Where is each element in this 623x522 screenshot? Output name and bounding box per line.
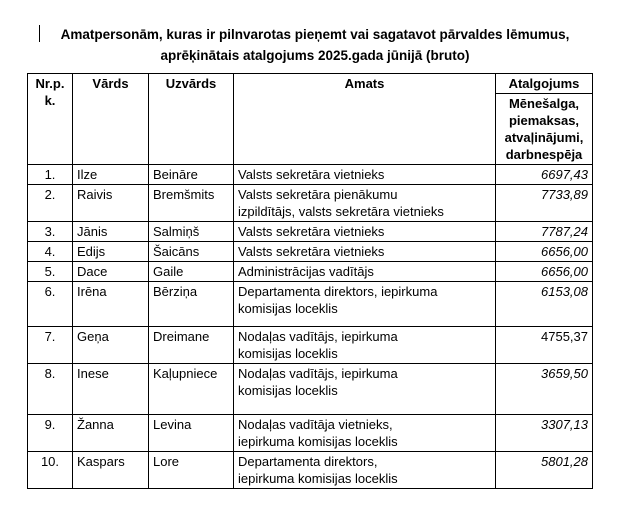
position-cell: [234, 282, 496, 327]
position-cell: [234, 165, 496, 185]
title-line-2: aprēķinātais atalgojums 2025.gada jūnijā (bruto): [160, 48, 470, 63]
row-number: 8.: [28, 364, 73, 415]
row-number: 5.: [28, 262, 73, 282]
row-number: 6.: [28, 282, 73, 327]
position-line: komisijas loceklis: [238, 301, 338, 316]
first-name-cell: Žanna: [73, 415, 149, 452]
row-number: 1.: [28, 165, 73, 185]
first-name-cell: Dace: [73, 262, 149, 282]
first-name-cell: Geņa: [73, 327, 149, 364]
row-number: 3.: [28, 222, 73, 242]
position-cell: [234, 242, 496, 262]
first-name-cell: Jānis: [73, 222, 149, 242]
last-name-cell: Kaļupniece: [149, 364, 234, 415]
salary-table: [27, 73, 593, 489]
first-name-cell: Ilze: [73, 165, 149, 185]
last-name-cell: Salmiņš: [149, 222, 234, 242]
table-row: [28, 452, 593, 489]
position-line: komisijas loceklis: [238, 346, 338, 361]
first-name-cell: Irēna: [73, 282, 149, 327]
position-line: Nodaļas vadītājs, iepirkuma: [238, 366, 398, 381]
table-body: [28, 165, 593, 489]
position-line: iepirkuma komisijas loceklis: [238, 471, 398, 486]
row-number: 10.: [28, 452, 73, 489]
salary-cell: 3307,13: [496, 415, 593, 452]
position-cell: [234, 452, 496, 489]
document-title: [30, 24, 600, 66]
position-cell: [234, 415, 496, 452]
row-number: 4.: [28, 242, 73, 262]
first-name-cell: Raivis: [73, 185, 149, 222]
salary-cell: 6656,00: [496, 242, 593, 262]
text-cursor: [39, 25, 40, 42]
table-row: [28, 185, 593, 222]
position-cell: [234, 364, 496, 415]
position-cell: [234, 262, 496, 282]
first-name-cell: Edijs: [73, 242, 149, 262]
last-name-cell: Dreimane: [149, 327, 234, 364]
position-line: Valsts sekretāra pienākumu: [238, 187, 398, 202]
header-position: Amats: [234, 74, 496, 165]
position-line: izpildītājs, valsts sekretāra vietnieks: [238, 204, 444, 219]
salary-cell: 4755,37: [496, 327, 593, 364]
salary-cell: 6697,43: [496, 165, 593, 185]
salary-cell: 6153,08: [496, 282, 593, 327]
position-line: iepirkuma komisijas loceklis: [238, 434, 398, 449]
salary-cell: 7787,24: [496, 222, 593, 242]
position-cell: [234, 222, 496, 242]
last-name-cell: Šaicāns: [149, 242, 234, 262]
first-name-cell: Kaspars: [73, 452, 149, 489]
table-row: [28, 165, 593, 185]
salary-cell: 5801,28: [496, 452, 593, 489]
position-cell: [234, 185, 496, 222]
header-last-name: Uzvārds: [149, 74, 234, 165]
salary-cell: 3659,50: [496, 364, 593, 415]
title-line-1: Amatpersonām, kuras ir pilnvarotas pieņemt vai sagatavot pārvaldes lēmumus,: [60, 27, 570, 42]
last-name-cell: Bērziņa: [149, 282, 234, 327]
table-row: [28, 282, 593, 327]
table-row: [28, 262, 593, 282]
row-number: 2.: [28, 185, 73, 222]
position-line: Nodaļas vadītājs, iepirkuma: [238, 329, 398, 344]
header-salary-sub: Mēnešalga, piemaksas, atvaļinājumi, darbnespēja: [496, 94, 593, 165]
last-name-cell: Bremšmits: [149, 185, 234, 222]
first-name-cell: Inese: [73, 364, 149, 415]
table-row: [28, 222, 593, 242]
position-line: Valsts sekretāra vietnieks: [238, 244, 385, 259]
position-line: Administrācijas vadītājs: [238, 264, 374, 279]
position-line: Valsts sekretāra vietnieks: [238, 224, 385, 239]
salary-cell: 7733,89: [496, 185, 593, 222]
header-first-name: Vārds: [73, 74, 149, 165]
header-nr: Nr.p. k.: [28, 74, 73, 165]
header-salary: Atalgojums: [496, 74, 593, 94]
position-line: Valsts sekretāra vietnieks: [238, 167, 385, 182]
header-row: [28, 74, 593, 94]
position-line: Departamenta direktors, iepirkuma: [238, 284, 438, 299]
position-line: komisijas loceklis: [238, 383, 338, 398]
position-cell: [234, 327, 496, 364]
position-line: Departamenta direktors,: [238, 454, 378, 469]
last-name-cell: Levina: [149, 415, 234, 452]
last-name-cell: Beināre: [149, 165, 234, 185]
row-number: 9.: [28, 415, 73, 452]
position-line: Nodaļas vadītāja vietnieks,: [238, 417, 393, 432]
table-row: [28, 415, 593, 452]
last-name-cell: Gaile: [149, 262, 234, 282]
row-number: 7.: [28, 327, 73, 364]
table-row: [28, 327, 593, 364]
table-row: [28, 242, 593, 262]
salary-cell: 6656,00: [496, 262, 593, 282]
table-row: [28, 364, 593, 415]
last-name-cell: Lore: [149, 452, 234, 489]
